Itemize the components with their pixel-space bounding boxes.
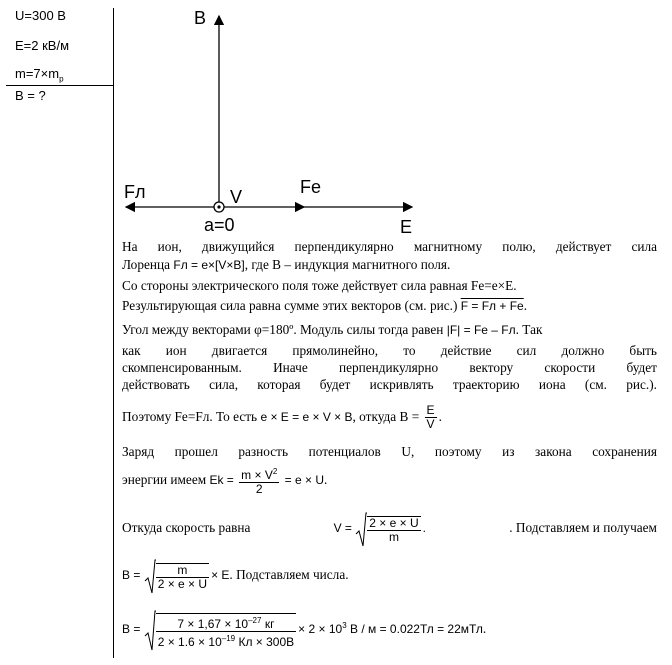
paragraph-1-line-1: На ион, движущийся перпендикулярно магнитному полю, действует сила: [122, 239, 657, 254]
kinetic-energy-fraction: $\frac{m \times V^2}{2}$: [241, 467, 278, 497]
v-label: V: [230, 187, 243, 207]
paragraph-4-line-3: скомпенсированным. Иначе перпендикулярно вектору скорости будет: [122, 360, 657, 375]
vector-sum-formula: F = Fл + Fe: [460, 299, 524, 313]
paragraph-1-line-2: Лоренца Fл = e×[V×B], где B – индукция магнитного поля.: [122, 257, 451, 272]
a-label: a=0: [204, 215, 235, 235]
paragraph-5: Поэтому Fe=Fл. То есть e × E = e × V × B, откуда B = $\frac{E}{V}$ .: [122, 403, 442, 432]
force-modulus-formula: |F| = Fe – Fл: [446, 323, 516, 337]
lorentz-formula: Fл = e×[V×B]: [173, 258, 245, 272]
fl-label: Fл: [124, 182, 146, 202]
paragraph-7: Откуда скорость равна V = $\frac{2 \times e \times U}{m}$ . . Подставляем и получаем: [122, 508, 657, 549]
ion-dot: [217, 205, 220, 208]
b-label: B: [194, 8, 207, 28]
paragraph-9: B = $\frac{7 \times 1,67 \times 10^{-27} кг}{2 \times 1.6 \times 10^{-19} Кл \times 300В}$ × $2 \times 10^3$ В / м = 0.022Тл = 22мТл.: [122, 603, 662, 653]
b-over-v-fraction: $\frac{E}{V}$: [426, 403, 435, 432]
given-mass: $m=7\times m_p$: [15, 66, 64, 84]
given-separator: [6, 85, 114, 86]
paragraph-4-line-1: Угол между векторами φ=180º. Модуль силы тогда равен |F| = Fe – Fл. Так: [122, 322, 543, 337]
paragraph-8: B = $\frac{m}{2 \times e \times U}$ × E. Подставляем числа.: [122, 555, 657, 596]
paragraph-4-line-4: действовать сила, которая будет искривлять траекторию иона (см. рис.).: [122, 377, 657, 392]
paragraph-2: Со стороны электрического поля тоже действует сила равная Fe=e×E.: [122, 278, 517, 293]
paragraph-6-line-2: энергии имеем Ek = $\frac{m \times V^2}{2}$ = e × U.: [122, 467, 328, 497]
e-label: E: [400, 217, 413, 237]
velocity-formula: V = $\frac{2 \times e \times U}{m}$ .: [334, 508, 426, 549]
balance-formula: e × E = e × V × B: [260, 410, 353, 424]
force-diagram: [114, 0, 434, 240]
given-field: E=2 кВ/м: [15, 38, 70, 53]
fe-label: Fe: [300, 177, 322, 197]
paragraph-6-line-1: Заряд прошел разность потенциалов U, поэтому из закона сохранения: [122, 444, 657, 459]
find-value: B = ?: [15, 88, 46, 103]
paragraph-3: Результирующая сила равна сумме этих векторов (см. рис.) F = Fл + Fe.: [122, 298, 528, 313]
given-voltage: U=300 В: [15, 8, 66, 23]
paragraph-4-line-2: как ион двигается прямолинейно, то действие сил должно быть: [122, 343, 657, 358]
